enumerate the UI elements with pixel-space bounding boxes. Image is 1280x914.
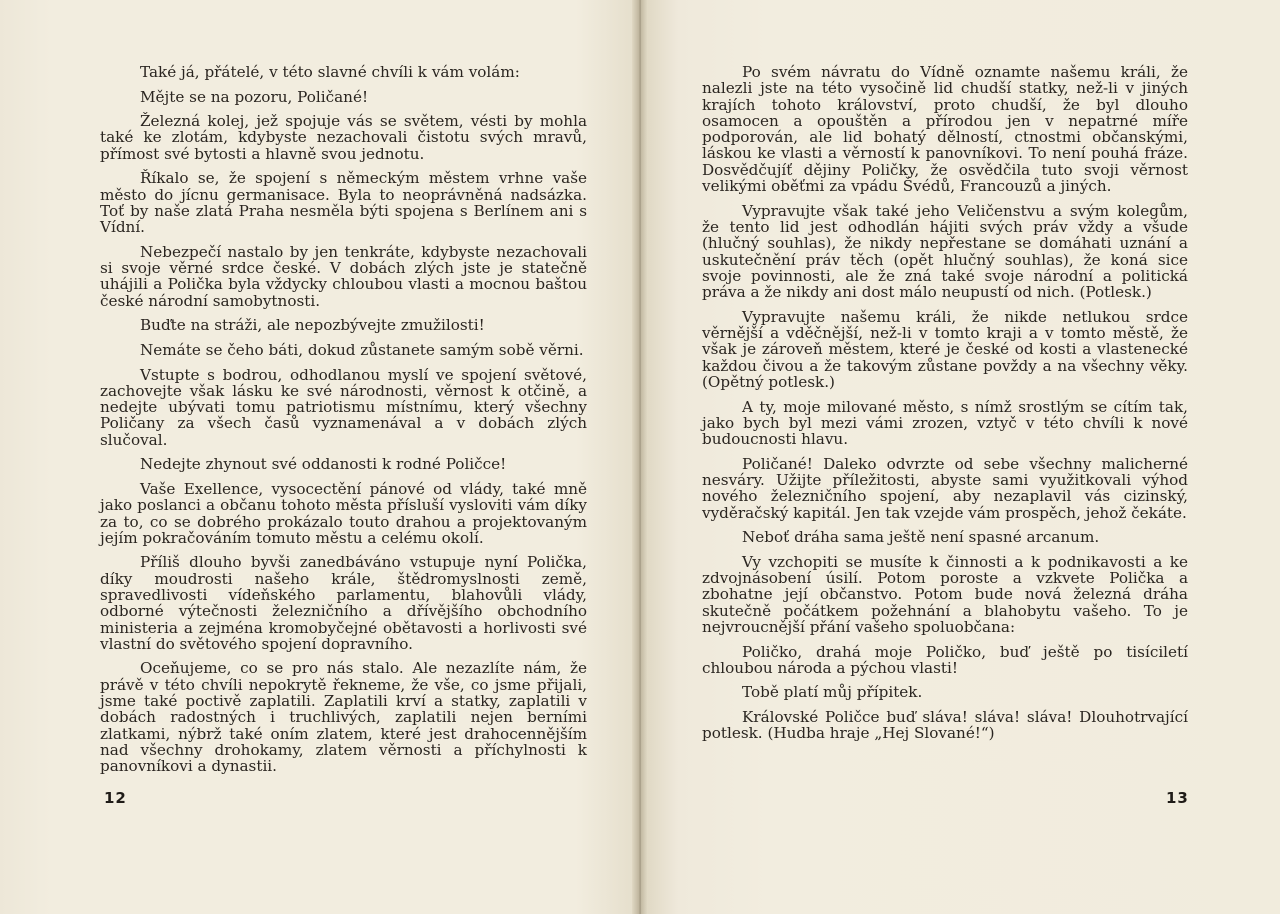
page-number: 12 [104,789,127,807]
paragraph: Vypravujte našemu králi, že nikde netlukou srdce věrnější a vděčnější, než-li v tomto kraji a v tomto městě, že však je zároveň městem, které je české od kosti a vlastenecké každou čivou a že takovým zůstane povždy a na všechny věky. (Opětný potlesk.) [702,307,1188,391]
paragraph: Nebezpečí nastalo by jen tenkráte, kdybyste nezachovali si svoje věrné srdce české. V dobách zlých jste je statečně uhájili a Polička byla vždycky chloubou vlasti a mocnou baštou české národní samobytnosti. [100,242,587,310]
right-page [640,0,1280,914]
paragraph: Poličko, drahá moje Poličko, buď ještě po tisíciletí chloubou národa a pýchou vlasti! [702,642,1188,677]
paragraph: Příliš dlouho byvši zanedbáváno vstupuje nyní Polička, díky moudrosti našeho krále, štědromyslnosti země, spravedlivosti vídeňského parlamentu, blahovůli vlády, odborné výtečnosti železničního a dřívějšího obchodního ministeria a zejména kromobyčejné obětavosti a horlivosti své vlastní do světového spojení dopravního. [100,553,587,653]
right-page-text [702,64,1188,750]
paragraph: Vypravujte však také jeho Veličenstvu a svým kolegům, že tento lid jest odhodlán hájiti svých práv vždy a všude (hlučný souhlas), že nikdy nepřestane se domáhati uznání a uskutečnění práv těch (opět hlučný souhlas), že koná sice svoje povinnosti, ale že zná také svoje národní a politická práva a že nikdy ani dost málo neupustí od nich. (Potlesk.) [702,201,1188,302]
paragraph: Nedejte zhynout své oddanosti k rodné Poličce! [140,455,507,474]
paragraph: Oceňujeme, co se pro nás stalo. Ale nezazlíte nám, že právě v této chvíli nepokrytě řekneme, že vše, co jsme přijali, jsme také poctivě zaplatili. Zaplatili krví a statky, zaplatili v dobách radostných i truchlivých, zaplatili nejen berními zlatkami, nýbrž také oním zlatem, které jest drahocennějším nad všechny drohokamy, zlatem věrnosti a příchylnosti k panovníkovi a dynastii. [100,659,587,776]
paragraph: A ty, moje milované město, s nímž srostlým se cítím tak, jako bych byl mezi vámi zrozen, vztyč v této chvíli k nové budoucnosti hlavu. [702,397,1188,449]
left-page-text [100,64,587,783]
book-gutter [632,0,648,914]
paragraph: Také já, přátelé, v této slavné chvíli k vám volám: [140,63,520,81]
paragraph: Po svém návratu do Vídně oznamte našemu králi, že nalezli jste na této vysočině lid chudší statky, než-li v jiných krajích tohoto království, proto chudší, že byl dlouho osamocen a opouštěn a přírodou jen v nepatrné míře podporován, ale lid bohatý dělností, ctnostmi občanskými, láskou ke vlasti a věrností k panovníkovi. To není pouhá fráze. Dosvědčujíť dějiny Poličky, že osvědčila tuto svoji věrnost velikými oběťmi za vpádu Švédů, Francouzů a jiných. [702,63,1188,196]
page-number: 13 [1166,789,1189,807]
paragraph: Neboť dráha sama ještě není spasné arcanum. [742,528,1100,547]
paragraph: Královské Poličce buď sláva! sláva! sláva! Dlouhotrvající potlesk. (Hudba hraje „Hej Slované!“) [702,708,1188,743]
paragraph: Nemáte se čeho báti, dokud zůstanete samým sobě věrni. [140,340,584,359]
paragraph: Železná kolej, jež spojuje vás se světem, vésti by mohla také ke zlotám, kdybyste nezachovali čistotu svých mravů, přímost své bytosti a hlavně svou jednotu. [100,112,587,163]
paragraph: Tobě platí můj přípitek. [742,683,923,702]
paragraph: Poličané! Daleko odvrzte od sebe všechny malicherné nesváry. Užijte příležitosti, abyste sami využitkovali výhod nového železničního spojení, aby nezaplavil vás cizinský, vyděračský kapitál. Jen tak vzejde vám prospěch, jehož čekáte. [702,454,1188,522]
paragraph: Říkalo se, že spojení s německým městem vrhne vaše město do jícnu germanisace. Byla to neoprávněná nadsázka. Toť by naše zlatá Praha nesměla býti spojena s Berlínem ani s Vídní. [100,169,587,237]
paragraph: Vy vzchopiti se musíte k činnosti a k podnikavosti a ke zdvojnásobení úsilí. Potom poroste a vzkvete Polička a zbohatne její občanstvo. Potom bude nová železná dráha skutečně počátkem požehnání a blahobytu vašeho. To je nejvroucnější přání vašeho spoluobčana: [702,552,1188,636]
paragraph: Vaše Exellence, vysocectění pánové od vlády, také mně jako poslanci a občanu tohoto města přísluší vysloviti vám díky za to, co se dobrého prokázalo touto drahou a projektovaným jejím pokračováním tomuto městu a celému okolí. [100,479,587,547]
paragraph: Vstupte s bodrou, odhodlanou myslí ve spojení světové, zachovejte však lásku ke své národnosti, věrnost k otčině, a nedejte ubývati tomu patriotismu místnímu, který všechny Poličany za všech časů vyznamenával a v dobách zlých slučoval. [100,365,587,449]
paragraph: Mějte se na pozoru, Poličané! [140,87,369,106]
paragraph: Buďte na stráži, ale nepozbývejte zmužilosti! [140,316,485,335]
